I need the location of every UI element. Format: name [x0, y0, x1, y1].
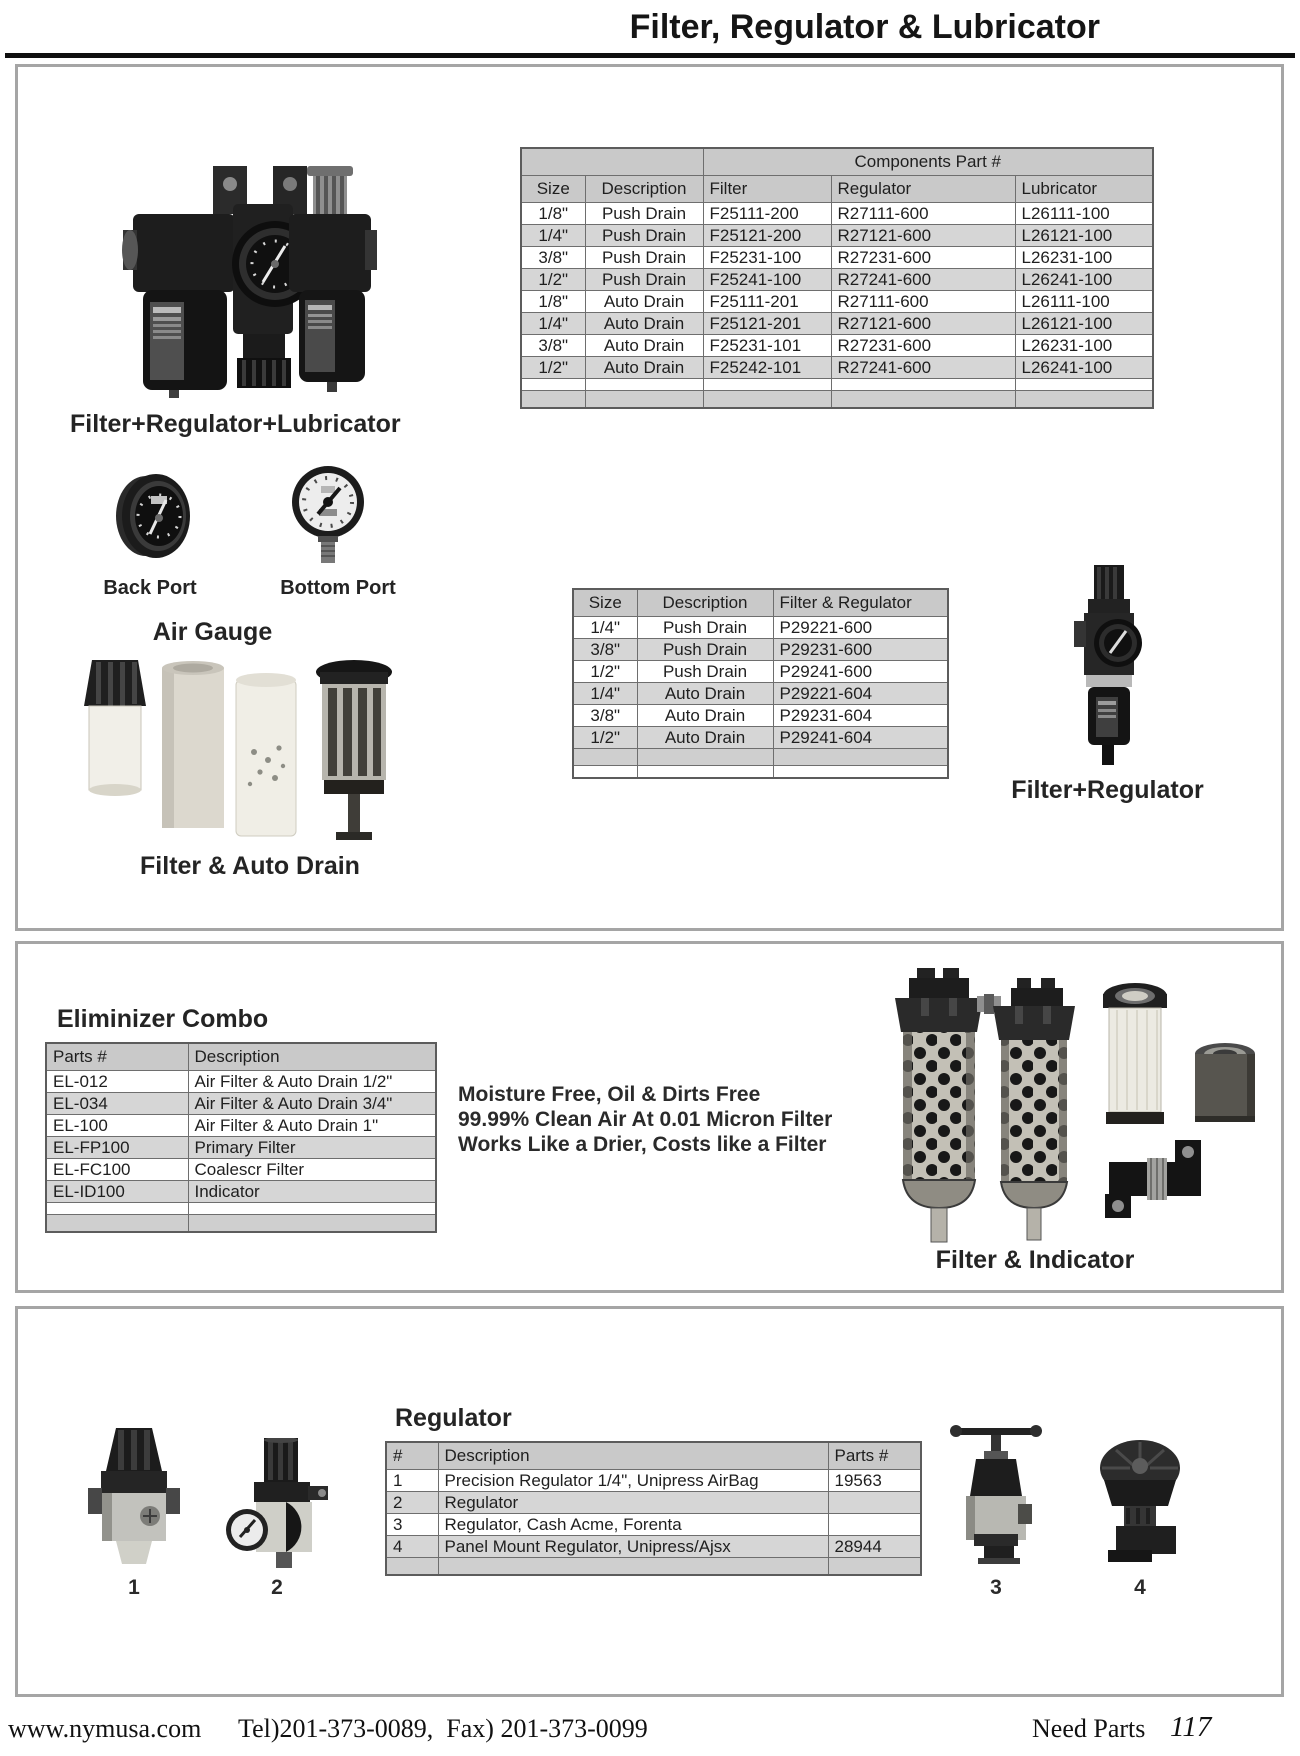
- table-row: [521, 335, 1153, 357]
- bottom-port-caption: Bottom Port: [280, 577, 396, 599]
- table-row: [386, 1514, 921, 1536]
- filter-regulator-image: [1072, 563, 1146, 765]
- table-cell: L26111-100: [1015, 291, 1153, 313]
- table-row: [573, 683, 948, 705]
- table-row: [521, 269, 1153, 291]
- col-header-filter-regulator: Filter & Regulator: [773, 589, 948, 617]
- regulator-1-image: [88, 1426, 180, 1568]
- table-row: [46, 1071, 436, 1093]
- table-cell: Regulator: [438, 1492, 828, 1514]
- table-cell: F25111-200: [703, 203, 831, 225]
- table-cell: Push Drain: [585, 247, 703, 269]
- components-table-header: [521, 148, 1153, 203]
- footer-contact: Tel)201-373-0089, Fax) 201-373-0099: [238, 1714, 648, 1743]
- table-cell: L26231-100: [1015, 335, 1153, 357]
- table-row: [521, 313, 1153, 335]
- filter-regulator-caption: Filter+Regulator: [1011, 776, 1204, 804]
- table-row: [386, 1492, 921, 1514]
- filter-auto-drain-caption: Filter & Auto Drain: [140, 852, 360, 880]
- table-cell: Push Drain: [637, 617, 773, 639]
- page-title: Filter, Regulator & Lubricator: [629, 8, 1100, 46]
- table-cell: Air Filter & Auto Drain 3/4": [188, 1093, 436, 1115]
- title-divider: [5, 53, 1295, 58]
- table-row: [521, 203, 1153, 225]
- table-cell: Indicator: [188, 1181, 436, 1203]
- table-cell: R27121-600: [831, 225, 1015, 247]
- back-port-caption: Back Port: [103, 577, 197, 599]
- filter-regulator-table: [572, 588, 949, 779]
- table-cell: 1/8": [521, 203, 585, 225]
- table-cell: P29241-600: [773, 661, 948, 683]
- table-cell: 2: [386, 1492, 438, 1514]
- col-header-size: Size: [521, 176, 585, 203]
- table-row: [521, 357, 1153, 379]
- table-cell: 1/8": [521, 291, 585, 313]
- table-cell: 3/8": [573, 705, 637, 727]
- regulator-table: [385, 1441, 922, 1576]
- table-cell: EL-100: [46, 1115, 188, 1137]
- item-number-4: 4: [1134, 1576, 1146, 1599]
- frl-assembly-image: [117, 152, 379, 402]
- table-cell: R27111-600: [831, 291, 1015, 313]
- components-group-header: Components Part #: [703, 148, 1153, 176]
- table-cell: Auto Drain: [585, 291, 703, 313]
- table-cell: 3/8": [521, 335, 585, 357]
- frl-caption: Filter+Regulator+Lubricator: [70, 410, 401, 438]
- table-cell: R27241-600: [831, 269, 1015, 291]
- table-cell: Push Drain: [585, 269, 703, 291]
- table-cell: 1/4": [573, 617, 637, 639]
- table-cell: Coalescr Filter: [188, 1159, 436, 1181]
- table-cell: Primary Filter: [188, 1137, 436, 1159]
- table-cell: Auto Drain: [637, 705, 773, 727]
- table-cell: F25231-101: [703, 335, 831, 357]
- table-cell: F25241-100: [703, 269, 831, 291]
- filter-auto-drain-image: [78, 656, 396, 848]
- item-number-2: 2: [271, 1576, 283, 1599]
- table-spacer: [46, 1203, 436, 1233]
- table-row: [46, 1093, 436, 1115]
- air-gauge-caption: Air Gauge: [152, 618, 273, 646]
- regulator-4-image: [1094, 1436, 1186, 1564]
- table-cell: F25111-201: [703, 291, 831, 313]
- item-number-1: 1: [128, 1576, 140, 1599]
- table-cell: [828, 1514, 921, 1536]
- table-row: [573, 727, 948, 749]
- eliminizer-heading: Eliminizer Combo: [57, 1005, 269, 1033]
- col-header-size: Size: [573, 589, 637, 617]
- table-cell: 1/4": [573, 683, 637, 705]
- table-cell: R27111-600: [831, 203, 1015, 225]
- col-header-number: #: [386, 1442, 438, 1470]
- table-cell: F25231-100: [703, 247, 831, 269]
- table-cell: L26121-100: [1015, 225, 1153, 247]
- col-header-description: Description: [438, 1442, 828, 1470]
- table-cell: F25242-101: [703, 357, 831, 379]
- marketing-line-1: Moisture Free, Oil & Dirts Free: [458, 1083, 761, 1106]
- table-cell: 3/8": [573, 639, 637, 661]
- table-cell: Push Drain: [585, 225, 703, 247]
- table-cell: P29231-600: [773, 639, 948, 661]
- footer-website: www.nymusa.com: [8, 1714, 202, 1743]
- regulator-heading: Regulator: [395, 1404, 512, 1432]
- footer-need-parts: Need Parts: [1032, 1714, 1146, 1743]
- filter-indicator-caption: Filter & Indicator: [935, 1246, 1135, 1274]
- table-spacer: [386, 1558, 921, 1576]
- components-table: [520, 147, 1154, 409]
- table-cell: 19563: [828, 1470, 921, 1492]
- table-cell: 3: [386, 1514, 438, 1536]
- col-header-filter: Filter: [703, 176, 831, 203]
- table-row: [521, 225, 1153, 247]
- table-cell: P29221-600: [773, 617, 948, 639]
- table-cell: [828, 1492, 921, 1514]
- table-cell: Push Drain: [585, 203, 703, 225]
- table-cell: L26111-100: [1015, 203, 1153, 225]
- table-cell: Auto Drain: [637, 683, 773, 705]
- table-cell: R27241-600: [831, 357, 1015, 379]
- table-cell: Auto Drain: [585, 335, 703, 357]
- table-cell: 1/4": [521, 225, 585, 247]
- table-row: [573, 617, 948, 639]
- item-number-3: 3: [990, 1576, 1002, 1599]
- table-cell: R27231-600: [831, 247, 1015, 269]
- table-cell: P29241-604: [773, 727, 948, 749]
- table-cell: EL-012: [46, 1071, 188, 1093]
- col-header-regulator: Regulator: [831, 176, 1015, 203]
- table-cell: Push Drain: [637, 639, 773, 661]
- eliminizer-table: [45, 1042, 437, 1233]
- table-row: [46, 1115, 436, 1137]
- table-cell: 1/2": [521, 269, 585, 291]
- table-cell: [521, 148, 703, 176]
- table-cell: F25121-201: [703, 313, 831, 335]
- table-cell: EL-FC100: [46, 1159, 188, 1181]
- col-header-description: Description: [188, 1043, 436, 1071]
- col-header-parts: Parts #: [46, 1043, 188, 1071]
- table-row: [573, 639, 948, 661]
- table-cell: Panel Mount Regulator, Unipress/Ajsx: [438, 1536, 828, 1558]
- table-spacer: [521, 379, 1153, 409]
- table-cell: L26231-100: [1015, 247, 1153, 269]
- table-cell: EL-034: [46, 1093, 188, 1115]
- table-cell: Air Filter & Auto Drain 1/2": [188, 1071, 436, 1093]
- table-cell: 1/2": [573, 727, 637, 749]
- col-header-parts: Parts #: [828, 1442, 921, 1470]
- table-cell: Auto Drain: [637, 727, 773, 749]
- table-cell: R27231-600: [831, 335, 1015, 357]
- marketing-line-3: Works Like a Drier, Costs like a Filter: [458, 1133, 827, 1156]
- table-cell: 1/2": [521, 357, 585, 379]
- back-port-gauge-image: [112, 464, 196, 568]
- table-row: [521, 247, 1153, 269]
- table-cell: 1: [386, 1470, 438, 1492]
- col-header-lubricator: Lubricator: [1015, 176, 1153, 203]
- eliminizer-table-header: [46, 1043, 436, 1071]
- table-cell: 28944: [828, 1536, 921, 1558]
- regulator-3-image: [948, 1416, 1044, 1564]
- table-cell: Auto Drain: [585, 313, 703, 335]
- table-cell: EL-FP100: [46, 1137, 188, 1159]
- regulator-2-image: [224, 1438, 330, 1570]
- table-row: [46, 1181, 436, 1203]
- table-cell: 4: [386, 1536, 438, 1558]
- bottom-port-gauge-image: [288, 462, 368, 564]
- table-cell: Auto Drain: [585, 357, 703, 379]
- table-row: [573, 661, 948, 683]
- table-row: [46, 1159, 436, 1181]
- table-cell: P29231-604: [773, 705, 948, 727]
- table-cell: Air Filter & Auto Drain 1": [188, 1115, 436, 1137]
- table-cell: EL-ID100: [46, 1181, 188, 1203]
- table-cell: 1/2": [573, 661, 637, 683]
- table-cell: 1/4": [521, 313, 585, 335]
- table-spacer: [573, 749, 948, 779]
- table-cell: R27121-600: [831, 313, 1015, 335]
- table-row: [386, 1536, 921, 1558]
- table-row: [521, 291, 1153, 313]
- table-cell: Precision Regulator 1/4", Unipress AirBag: [438, 1470, 828, 1492]
- table-row: [573, 705, 948, 727]
- col-header-description: Description: [637, 589, 773, 617]
- footer-page-number: 117: [1170, 1711, 1212, 1743]
- table-row: [46, 1137, 436, 1159]
- filter-regulator-table-header: [573, 589, 948, 617]
- table-cell: L26241-100: [1015, 269, 1153, 291]
- table-cell: L26241-100: [1015, 357, 1153, 379]
- table-row: [386, 1470, 921, 1492]
- table-cell: F25121-200: [703, 225, 831, 247]
- regulator-table-header: [386, 1442, 921, 1470]
- marketing-line-2: 99.99% Clean Air At 0.01 Micron Filter: [458, 1108, 833, 1131]
- table-cell: L26121-100: [1015, 313, 1153, 335]
- filter-indicator-image: [865, 968, 1260, 1245]
- table-cell: Regulator, Cash Acme, Forenta: [438, 1514, 828, 1536]
- table-cell: P29221-604: [773, 683, 948, 705]
- col-header-description: Description: [585, 176, 703, 203]
- table-cell: 3/8": [521, 247, 585, 269]
- table-cell: Push Drain: [637, 661, 773, 683]
